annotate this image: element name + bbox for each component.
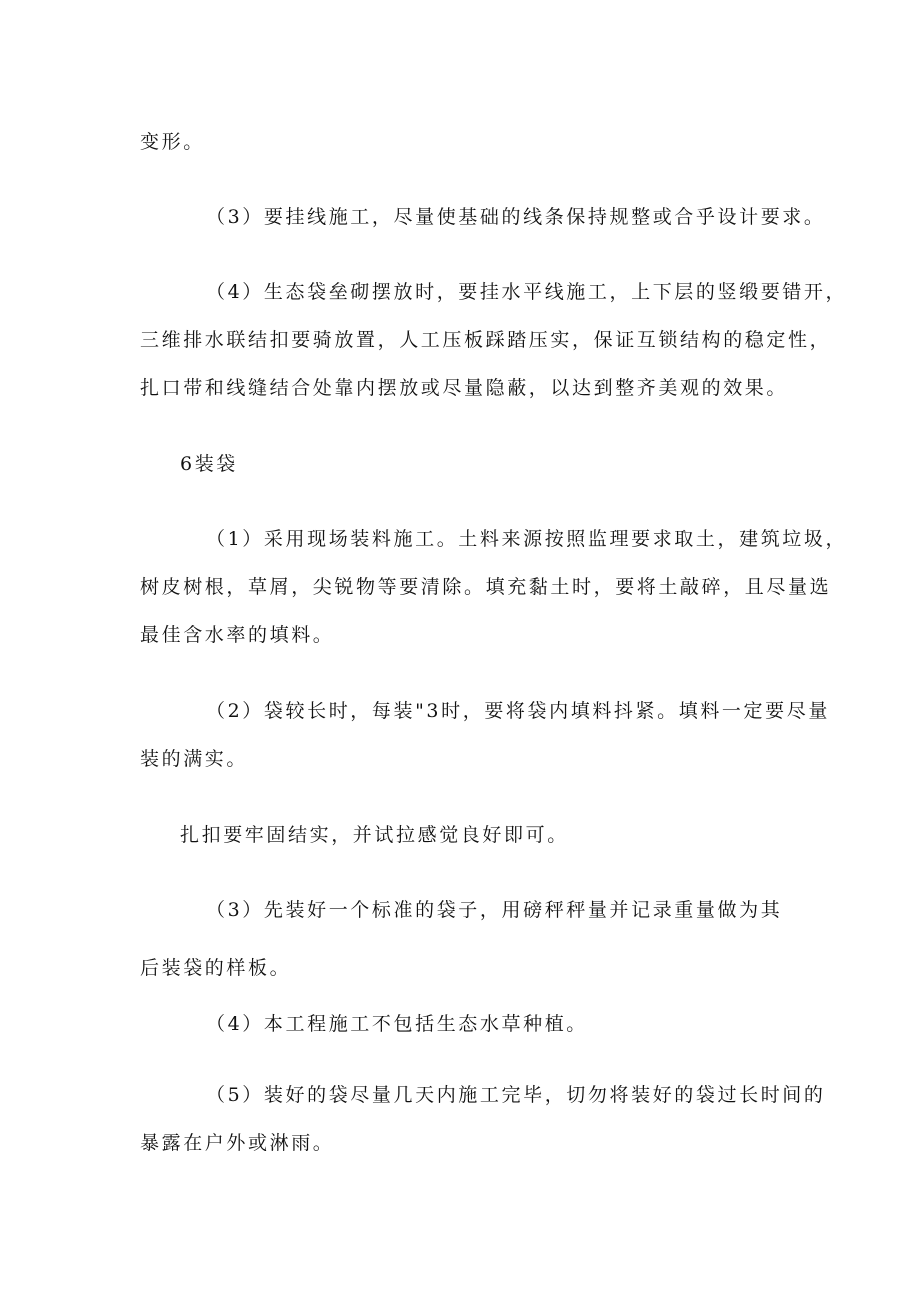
text-line: （5）装好的袋尽量几天内施工完毕，切勿将装好的袋过长时间的 xyxy=(206,1084,826,1106)
text-line: 装的满实。 xyxy=(140,748,249,770)
text-line: （2）袋较长时，每装"3时，要将袋内填料抖紧。填料一定要尽量 xyxy=(206,700,830,722)
text-line: 三维排水联结扣要骑放置，人工压板踩踏压实，保证互锁结构的稳定性， xyxy=(140,329,832,351)
text-line: 扎口带和线缝结合处靠内摆放或尽量隐蔽，以达到整齐美观的效果。 xyxy=(140,377,789,399)
text-line: 暴露在户外或淋雨。 xyxy=(140,1132,335,1154)
text-line: （4）生态袋垒砌摆放时，要挂水平线施工，上下层的竖缎要错开， xyxy=(206,281,848,303)
section-heading: 6装袋 xyxy=(180,453,238,475)
text-line: 树皮树根，草屑，尖锐物等要清除。填充黏土时，要将土敲碎，且尽量选 xyxy=(140,576,832,598)
text-line: 变形。 xyxy=(140,131,205,153)
text-line: （1）采用现场装料施工。土料来源按照监理要求取土，建筑垃圾， xyxy=(206,528,848,550)
text-line: （3）要挂线施工，尽量使基础的线条保持规整或合乎设计要求。 xyxy=(206,206,826,228)
text-line: 扎扣要牢固结实，并试拉感觉良好即可。 xyxy=(180,824,569,846)
text-line: （4）本工程施工不包括生态水草种植。 xyxy=(206,1013,588,1035)
text-line: 后装袋的样板。 xyxy=(140,957,292,979)
text-line: 最佳含水率的填料。 xyxy=(140,624,335,646)
text-line: （3）先装好一个标准的袋子，用磅秤秤量并记录重量做为其 xyxy=(206,899,783,921)
